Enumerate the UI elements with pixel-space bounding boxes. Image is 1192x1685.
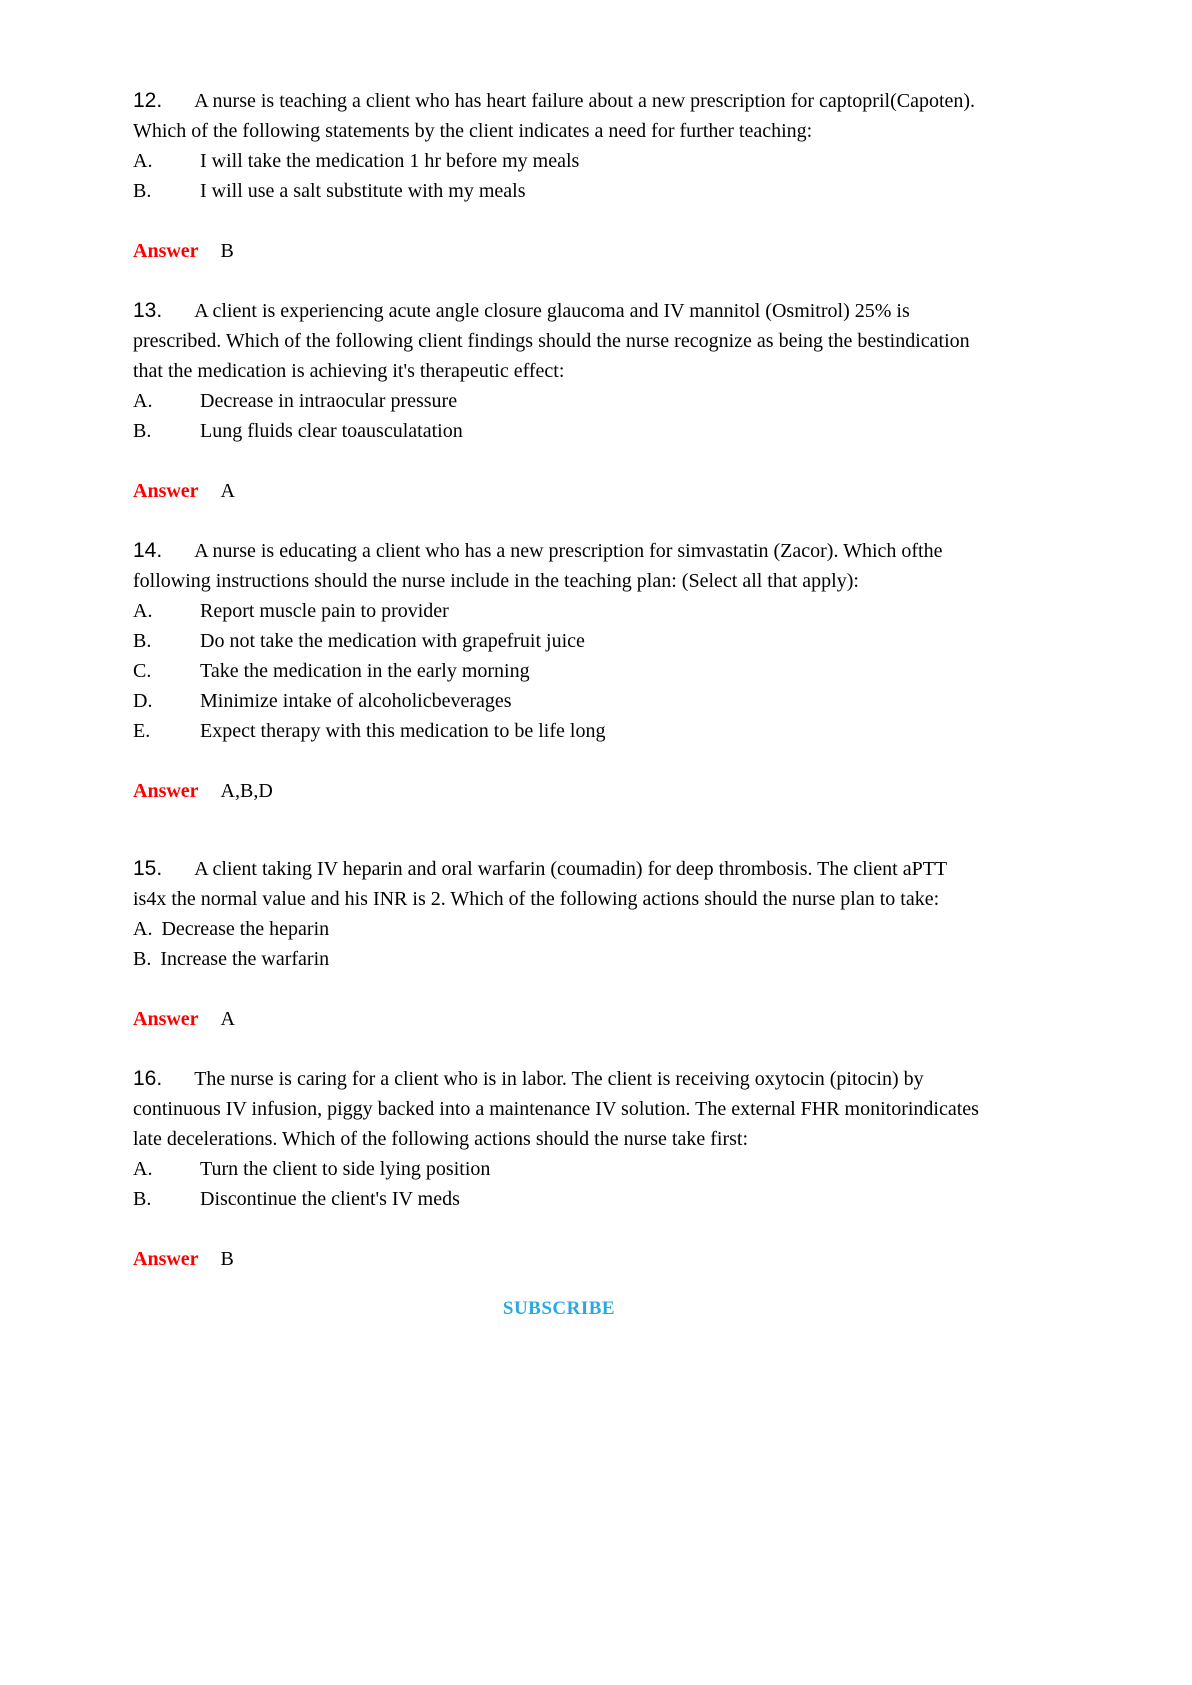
answer-value: B (220, 240, 234, 262)
option-a (133, 1154, 985, 1184)
answer-label: Answer (133, 480, 199, 502)
question-text (133, 86, 985, 146)
question-number: 15. (133, 857, 163, 880)
option-a (133, 914, 985, 944)
answer-line (133, 1004, 985, 1034)
option-text: Increase the warfarin (160, 948, 330, 970)
question-body: A client is experiencing acute angle closure glaucoma and IV mannitol (Osmitrol) 25% is prescribed. Which of the following client findings should the nurse recognize as being the bestindication that the medication is achieving it's therapeutic effect: (133, 300, 970, 382)
option-text: Report muscle pain to provider (200, 600, 449, 622)
option-letter: B. (133, 630, 152, 652)
option-d (133, 686, 985, 716)
answer-label: Answer (133, 780, 199, 802)
question-13 (133, 296, 985, 506)
option-c (133, 656, 985, 686)
option-letter: B. (133, 180, 152, 202)
option-letter: A. (133, 918, 153, 940)
option-letter: A. (133, 390, 153, 412)
question-text (133, 1064, 985, 1154)
answer-line (133, 236, 985, 266)
option-letter: D. (133, 690, 153, 712)
answer-value: A,B,D (220, 780, 273, 802)
option-letter: E. (133, 720, 151, 742)
question-body: A nurse is educating a client who has a new prescription for simvastatin (Zacor). Which ofthe following instructions should the nurse include in the teaching plan: (Select all that apply): (133, 540, 943, 592)
option-a (133, 146, 985, 176)
question-number: 12. (133, 89, 163, 112)
answer-label: Answer (133, 240, 199, 262)
option-text: I will use a salt substitute with my meals (200, 180, 526, 202)
option-text: Do not take the medication with grapefruit juice (200, 630, 585, 652)
question-body: A client taking IV heparin and oral warfarin (coumadin) for deep thrombosis. The client aPTT is4x the normal value and his INR is 2. Which of the following actions should the nurse plan to take: (133, 858, 947, 910)
question-number: 13. (133, 299, 163, 322)
answer-value: A (220, 480, 235, 502)
question-number: 16. (133, 1067, 163, 1090)
option-letter: B. (133, 420, 152, 442)
answer-label: Answer (133, 1248, 199, 1270)
option-text: Discontinue the client's IV meds (200, 1188, 460, 1210)
question-body: The nurse is caring for a client who is in labor. The client is receiving oxytocin (pitocin) by continuous IV infusion, piggy backed into a maintenance IV solution. The external FHR monitorindicates late decelerations. Which of the following actions should the nurse take first: (133, 1068, 979, 1150)
option-text: Turn the client to side lying position (200, 1158, 491, 1180)
option-text: Lung fluids clear toausculatation (200, 420, 463, 442)
option-a (133, 596, 985, 626)
option-letter: B. (133, 948, 152, 970)
option-e (133, 716, 985, 746)
option-b (133, 176, 985, 206)
option-letter: A. (133, 1158, 153, 1180)
option-b (133, 626, 985, 656)
option-letter: C. (133, 660, 152, 682)
option-text: Minimize intake of alcoholicbeverages (200, 690, 512, 712)
question-body: A nurse is teaching a client who has heart failure about a new prescription for captopril(Capoten). Which of the following statements by the client indicates a need for further teaching: (133, 90, 976, 142)
question-text (133, 854, 985, 914)
option-text: I will take the medication 1 hr before my meals (200, 150, 580, 172)
question-text (133, 536, 985, 596)
option-letter: B. (133, 1188, 152, 1210)
option-text: Take the medication in the early morning (200, 660, 530, 682)
answer-line (133, 776, 985, 806)
answer-line (133, 1244, 985, 1274)
option-letter: A. (133, 600, 153, 622)
subscribe-link[interactable]: SUBSCRIBE (502, 1298, 616, 1319)
option-text: Decrease the heparin (161, 918, 330, 940)
option-b (133, 944, 985, 974)
footer (133, 1298, 985, 1320)
question-16 (133, 1064, 985, 1274)
question-number: 14. (133, 539, 163, 562)
option-text: Decrease in intraocular pressure (200, 390, 458, 412)
option-letter: A. (133, 150, 153, 172)
question-15 (133, 854, 985, 1034)
question-14 (133, 536, 985, 806)
option-b (133, 1184, 985, 1214)
answer-value: A (220, 1008, 235, 1030)
answer-line (133, 476, 985, 506)
option-text: Expect therapy with this medication to be life long (200, 720, 606, 742)
answer-label: Answer (133, 1008, 199, 1030)
option-a (133, 386, 985, 416)
answer-value: B (220, 1248, 234, 1270)
option-b (133, 416, 985, 446)
question-12 (133, 86, 985, 266)
question-text (133, 296, 985, 386)
